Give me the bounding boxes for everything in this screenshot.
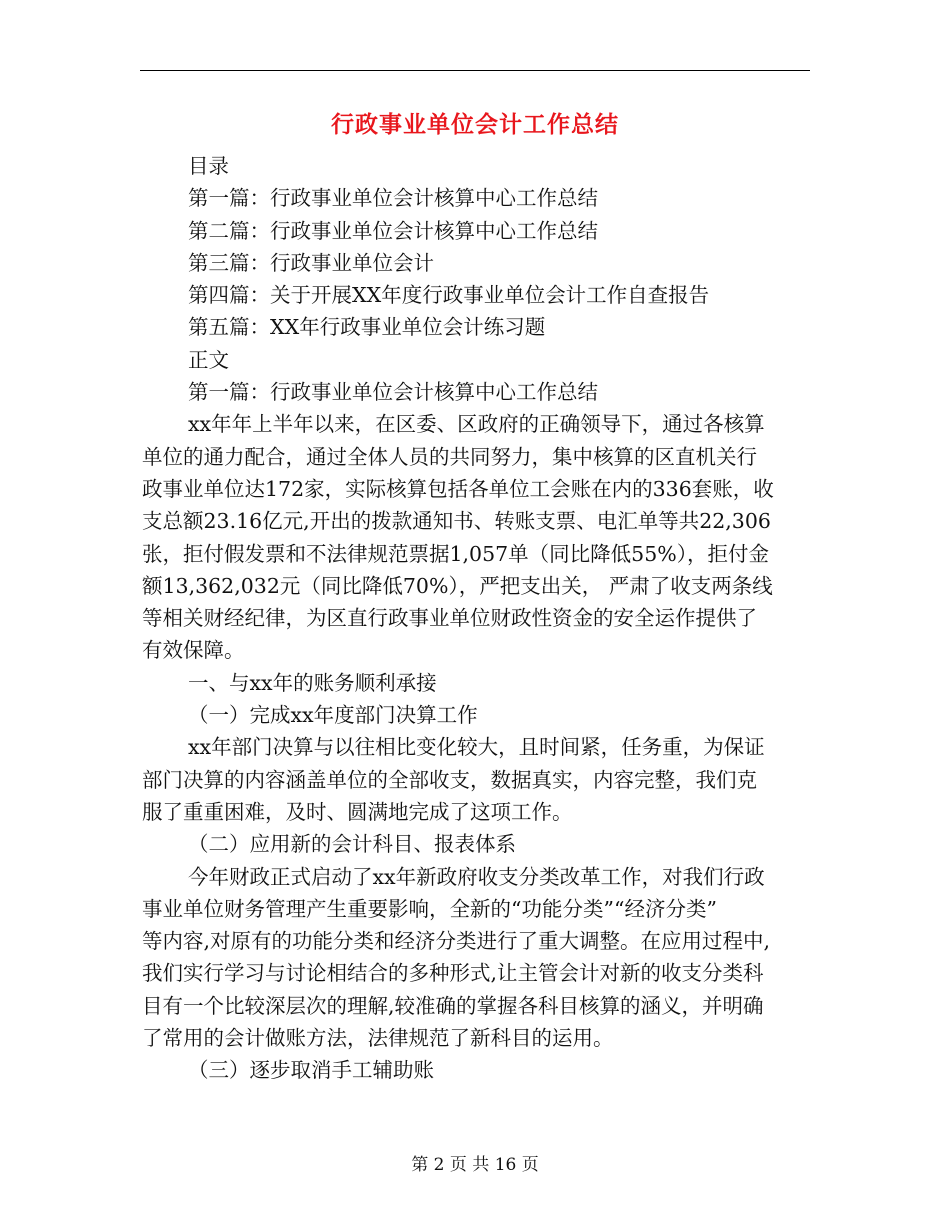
text-line: xx年部门决算与以往相比变化较大，且时间紧，任务重，为保证	[188, 735, 765, 760]
text-line: 等内容,对原有的功能分类和经济分类进行了重大调整。在应用过程中,	[142, 929, 771, 954]
text-line: 单位的通力配合，通过全体人员的共同努力，集中核算的区直机关行	[142, 444, 757, 469]
text-line: （一）完成xx年度部门决算工作	[188, 703, 478, 728]
text-line: 一、与xx年的账务顺利承接	[188, 670, 437, 695]
text-line: 服了重重困难，及时、圆满地完成了这项工作。	[142, 799, 573, 824]
text-line: 第一篇：行政事业单位会计核算中心工作总结	[188, 380, 598, 405]
text-line: 我们实行学习与讨论相结合的多种形式,让主管会计对新的收支分类科	[142, 961, 764, 986]
text-line: 支总额23.16亿元,开出的拨款通知书、转账支票、电汇单等共22,306	[142, 509, 771, 534]
text-line: 第三篇：行政事业单位会计	[188, 250, 434, 275]
text-line: 目有一个比较深层次的理解,较准确的掌握各科目核算的涵义，并明确	[142, 993, 764, 1018]
text-line: 有效保障。	[142, 638, 245, 663]
document-title: 行政事业单位会计工作总结	[331, 111, 619, 138]
page-number-footer: 第 2 页 共 16 页	[411, 1155, 539, 1175]
document-body	[142, 150, 810, 1087]
text-line: 部门决算的内容涵盖单位的全部收支，数据真实，内容完整，我们克	[142, 767, 757, 792]
text-line: 张，拒付假发票和不法律规范票据1,057单（同比降低55%），拒付金	[142, 541, 770, 566]
text-line: 第五篇：XX年行政事业单位会计练习题	[188, 315, 546, 340]
text-line: 事业单位财务管理产生重要影响，全新的“功能分类”“经济分类”	[142, 896, 717, 921]
text-line: 政事业单位达172家，实际核算包括各单位工会账在内的336套账，收	[142, 476, 774, 501]
text-line: 等相关财经纪律，为区直行政事业单位财政性资金的安全运作提供了	[142, 606, 757, 631]
text-line: （三）逐步取消手工辅助账	[188, 1058, 434, 1083]
text-line: 目录	[188, 154, 229, 178]
header-rule	[140, 70, 810, 71]
text-line: 第二篇：行政事业单位会计核算中心工作总结	[188, 218, 598, 243]
text-line: 第四篇：关于开展XX年度行政事业单位会计工作自查报告	[188, 283, 710, 308]
text-line: 正文	[188, 347, 229, 372]
text-line: 了常用的会计做账方法，法律规范了新科目的运用。	[142, 1026, 614, 1051]
text-line: 额13,362,032元（同比降低70%），严把支出关， 严肃了收支两条线	[142, 573, 773, 598]
text-line: xx年年上半年以来，在区委、区政府的正确领导下，通过各核算	[188, 412, 765, 437]
text-line: 第一篇：行政事业单位会计核算中心工作总结	[188, 186, 598, 211]
text-line: 今年财政正式启动了xx年新政府收支分类改革工作，对我们行政	[188, 864, 765, 889]
text-line: （二）应用新的会计科目、报表体系	[188, 832, 516, 857]
